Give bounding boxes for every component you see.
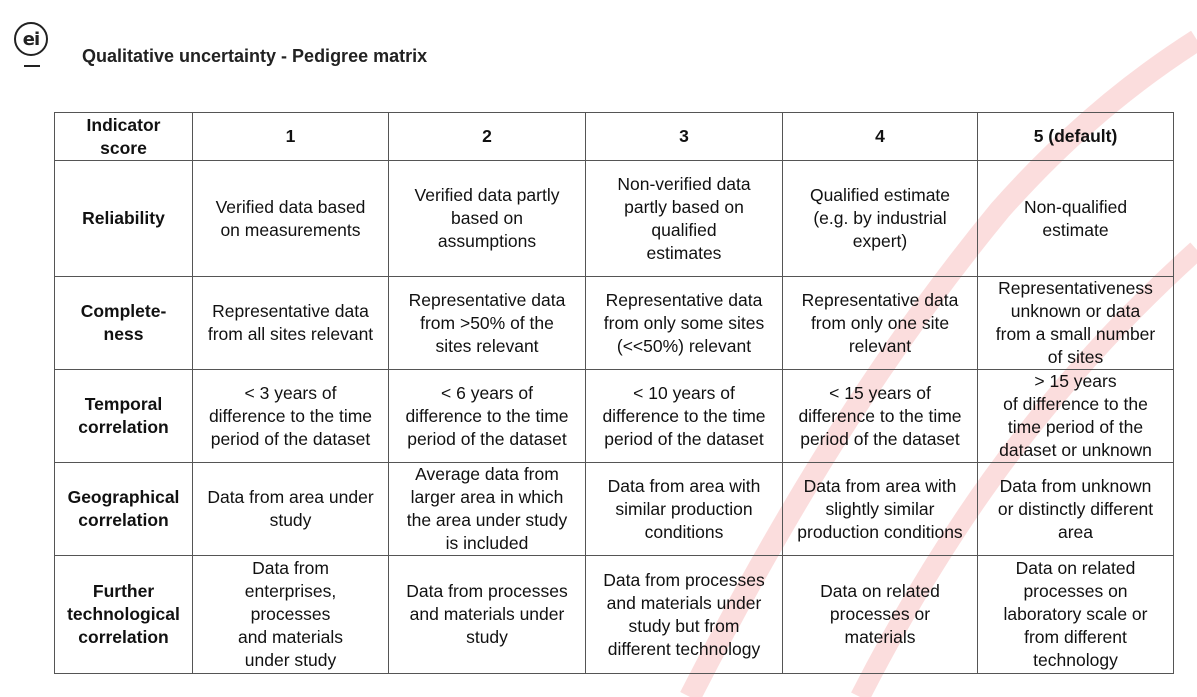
table-cell — [389, 463, 586, 556]
table-cell — [586, 161, 783, 277]
cell-line: Data on related — [1015, 558, 1136, 578]
cell-line: Data from area with — [607, 475, 761, 496]
row-header-line: ness — [103, 324, 144, 344]
cell-line: slightly similar — [825, 498, 935, 519]
table-cell — [783, 370, 978, 463]
cell-line: Verified data partly — [414, 185, 560, 205]
cell-line: Non-qualified — [1023, 196, 1128, 217]
cell-line: estimate — [1042, 219, 1109, 240]
row-header-line: correlation — [78, 510, 169, 530]
corner-line: score — [100, 137, 147, 158]
row-header — [55, 556, 193, 674]
table-cell — [586, 556, 783, 674]
cell-line: sites relevant — [435, 335, 539, 356]
table-row — [55, 277, 1174, 370]
column-header: 1 — [193, 113, 389, 161]
table-cell — [389, 161, 586, 277]
cell-line: difference to the time — [405, 405, 569, 426]
cell-line: (<<50%) relevant — [616, 335, 752, 356]
cell-line: period of the dataset — [604, 428, 764, 449]
cell-line: study — [269, 510, 312, 530]
cell-line: materials — [844, 627, 916, 647]
page-title: Qualitative uncertainty - Pedigree matrix — [82, 46, 428, 66]
cell-line: partly based on — [624, 196, 744, 217]
cell-line: expert) — [852, 231, 908, 251]
table-cell — [389, 277, 586, 370]
cell-line: and materials under — [409, 604, 565, 624]
cell-line: relevant — [848, 335, 912, 356]
cell-line: Qualified estimate — [809, 185, 951, 205]
cell-line: laboratory scale or — [1003, 604, 1148, 624]
cell-line: Representative data — [801, 289, 959, 310]
cell-line: period of the dataset — [800, 428, 960, 449]
cell-line: period of the dataset — [210, 428, 371, 449]
table-cell — [978, 161, 1174, 277]
cell-line: Data from unknown — [999, 475, 1152, 496]
cell-line: of difference to the — [1003, 394, 1148, 414]
cell-line: Representative data — [212, 301, 369, 321]
cell-line: or distinctly different — [997, 498, 1154, 519]
cell-line: from a small number — [995, 324, 1156, 344]
cell-line: Data from processes — [406, 581, 568, 601]
cell-line: enterprises, — [244, 581, 337, 601]
cell-line: < 10 years of — [633, 382, 735, 403]
column-header: 2 — [389, 113, 586, 161]
pedigree-matrix-table — [54, 112, 1174, 674]
cell-line: Data from processes — [603, 569, 765, 590]
cell-line: of sites — [1047, 347, 1104, 367]
table-cell — [193, 463, 389, 556]
table-cell — [193, 370, 389, 463]
cell-line: period of the dataset — [407, 428, 567, 449]
row-header — [55, 370, 193, 463]
cell-line: Non-verified data — [617, 173, 751, 194]
cell-line: > 15 years — [1034, 371, 1117, 391]
cell-line: different technology — [607, 638, 761, 659]
cell-line: is included — [445, 533, 529, 553]
cell-line: on measurements — [220, 219, 361, 240]
cell-line: Representative data — [408, 289, 566, 310]
cell-line: < 6 years of — [441, 382, 533, 403]
row-header-line: Further — [92, 581, 155, 601]
table-cell — [783, 463, 978, 556]
table-cell — [783, 277, 978, 370]
row-header-line: Complete- — [80, 301, 167, 321]
cell-line: larger area in which — [410, 487, 564, 507]
table-cell — [978, 463, 1174, 556]
table-cell — [389, 556, 586, 674]
column-header: 3 — [586, 113, 783, 161]
cell-line: Verified data based — [215, 196, 366, 217]
cell-line: Data from — [252, 558, 329, 578]
row-header-line: Geographical — [67, 487, 180, 507]
cell-line: Data from area with — [803, 475, 957, 496]
table-body — [55, 161, 1174, 674]
table-cell — [193, 161, 389, 277]
cell-line: dataset or unknown — [999, 440, 1152, 460]
cell-line: processes on — [1023, 581, 1128, 601]
cell-line: Data from area under — [207, 487, 374, 507]
cell-line: unknown or data — [1010, 301, 1141, 321]
ei-logo — [14, 22, 54, 72]
row-header-line: correlation — [78, 627, 169, 647]
row-header-line: Reliability — [82, 208, 165, 228]
logo-underline — [24, 65, 40, 67]
cell-line: area — [1057, 521, 1094, 542]
cell-line: processes or — [829, 604, 931, 624]
cell-line: from all sites relevant — [207, 324, 374, 344]
cell-line: from different — [1024, 627, 1127, 647]
cell-line: from only one site — [810, 312, 950, 333]
cell-line: and materials under — [606, 592, 762, 613]
cell-line: Data on related — [820, 581, 940, 601]
row-header-line: technological — [67, 604, 180, 624]
cell-line: time period of the — [1007, 417, 1144, 437]
cell-line: study but from — [628, 615, 740, 636]
cell-line: Representativeness — [998, 278, 1153, 298]
table-cell — [586, 370, 783, 463]
cell-line: estimates — [646, 242, 722, 263]
column-header: 4 — [783, 113, 978, 161]
cell-line: and materials — [237, 627, 344, 647]
column-header: 5 (default) — [978, 113, 1174, 161]
row-header — [55, 277, 193, 370]
corner-header — [55, 113, 193, 161]
corner-line: Indicator — [86, 114, 161, 135]
cell-line: from only some sites — [603, 312, 765, 333]
table-cell — [783, 161, 978, 277]
table-cell — [193, 556, 389, 674]
logo-mark: ei — [14, 22, 48, 56]
table-row — [55, 556, 1174, 674]
cell-line: production conditions — [797, 521, 963, 542]
cell-line: from >50% of the — [420, 312, 554, 333]
table-cell — [978, 556, 1174, 674]
table-cell — [586, 463, 783, 556]
cell-line: difference to the time — [208, 405, 373, 426]
row-header-line: Temporal — [84, 394, 163, 414]
table-row — [55, 161, 1174, 277]
cell-line: < 15 years of — [829, 382, 931, 403]
cell-line: conditions — [644, 521, 724, 542]
cell-line: assumptions — [437, 231, 537, 251]
table-row — [55, 370, 1174, 463]
table-cell — [586, 277, 783, 370]
table-cell — [978, 277, 1174, 370]
cell-line: Average data from — [415, 464, 559, 484]
cell-line: study — [466, 627, 508, 647]
cell-line: the area under study — [406, 510, 568, 530]
row-header-line: correlation — [78, 417, 169, 437]
header-row — [55, 113, 1174, 161]
table-cell — [978, 370, 1174, 463]
cell-line: based on — [450, 208, 523, 228]
cell-line: technology — [1033, 650, 1118, 670]
cell-line: qualified — [651, 219, 717, 240]
table-cell — [783, 556, 978, 674]
table-cell — [389, 370, 586, 463]
table-row — [55, 463, 1174, 556]
cell-line: under study — [244, 650, 337, 670]
cell-line: < 3 years of — [244, 382, 337, 403]
cell-line: difference to the time — [602, 405, 766, 426]
cell-line: (e.g. by industrial — [813, 208, 947, 228]
cell-line: Representative data — [605, 289, 763, 310]
table-cell — [193, 277, 389, 370]
row-header — [55, 161, 193, 277]
row-header — [55, 463, 193, 556]
cell-line: similar production — [615, 498, 753, 519]
cell-line: difference to the time — [798, 405, 962, 426]
cell-line: processes — [250, 604, 331, 624]
